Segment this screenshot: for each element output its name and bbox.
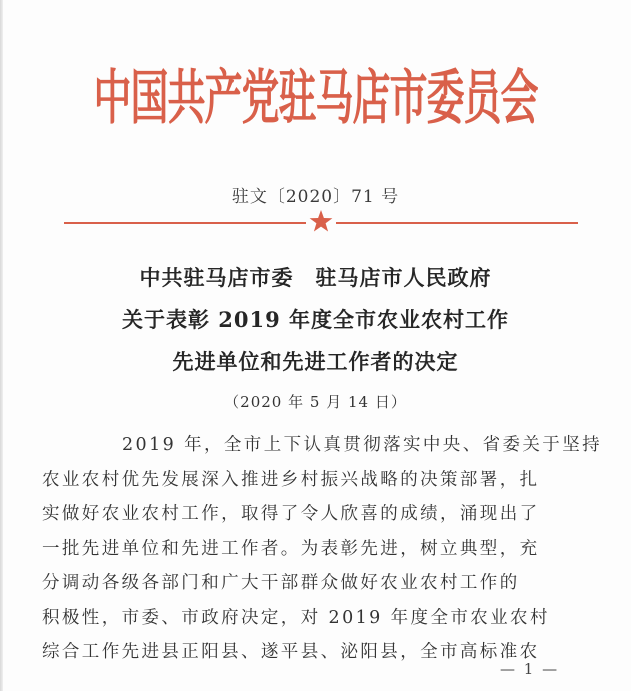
document-title-line-2: 关于表彰 2019 年度全市农业农村工作 [121, 307, 510, 332]
star-icon [309, 209, 333, 233]
red-divider-right [336, 222, 578, 224]
body-line: 综合工作先进县正阳县、遂平县、泌阳县，全市高标准农 [42, 642, 540, 662]
page-number: — 1 — [500, 660, 560, 678]
body-line: 分调动各级各部门和广大干部群众做好农业农村工作的 [42, 573, 520, 593]
body-line: 农业农村优先发展深入推进乡村振兴战略的决策部署，扎 [42, 469, 540, 490]
body-paragraph [42, 428, 602, 670]
body-line: 一批先进单位和先进工作者。为表彰先进，树立典型，充 [42, 538, 540, 559]
body-line: 实做好农业农村工作，取得了令人欣喜的成绩，涌现出了 [42, 504, 540, 524]
body-line: 积极性，市委、市政府决定，对 2019 年度全市农业农村 [42, 607, 550, 628]
issuing-authority-header: 中国共产党驻马店市委员会 [93, 63, 538, 132]
red-divider-left [64, 222, 306, 224]
document-date: （2020 年 5 月 14 日） [224, 393, 407, 411]
body-line: 2019 年，全市上下认真贯彻落实中央、省委关于坚持 [122, 435, 602, 455]
document-number: 驻文〔2020〕71 号 [231, 187, 400, 207]
document-title-line-1: 中共驻马店市委 驻马店市人民政府 [139, 265, 492, 290]
document-title-line-3: 先进单位和先进工作者的决定 [172, 349, 459, 374]
